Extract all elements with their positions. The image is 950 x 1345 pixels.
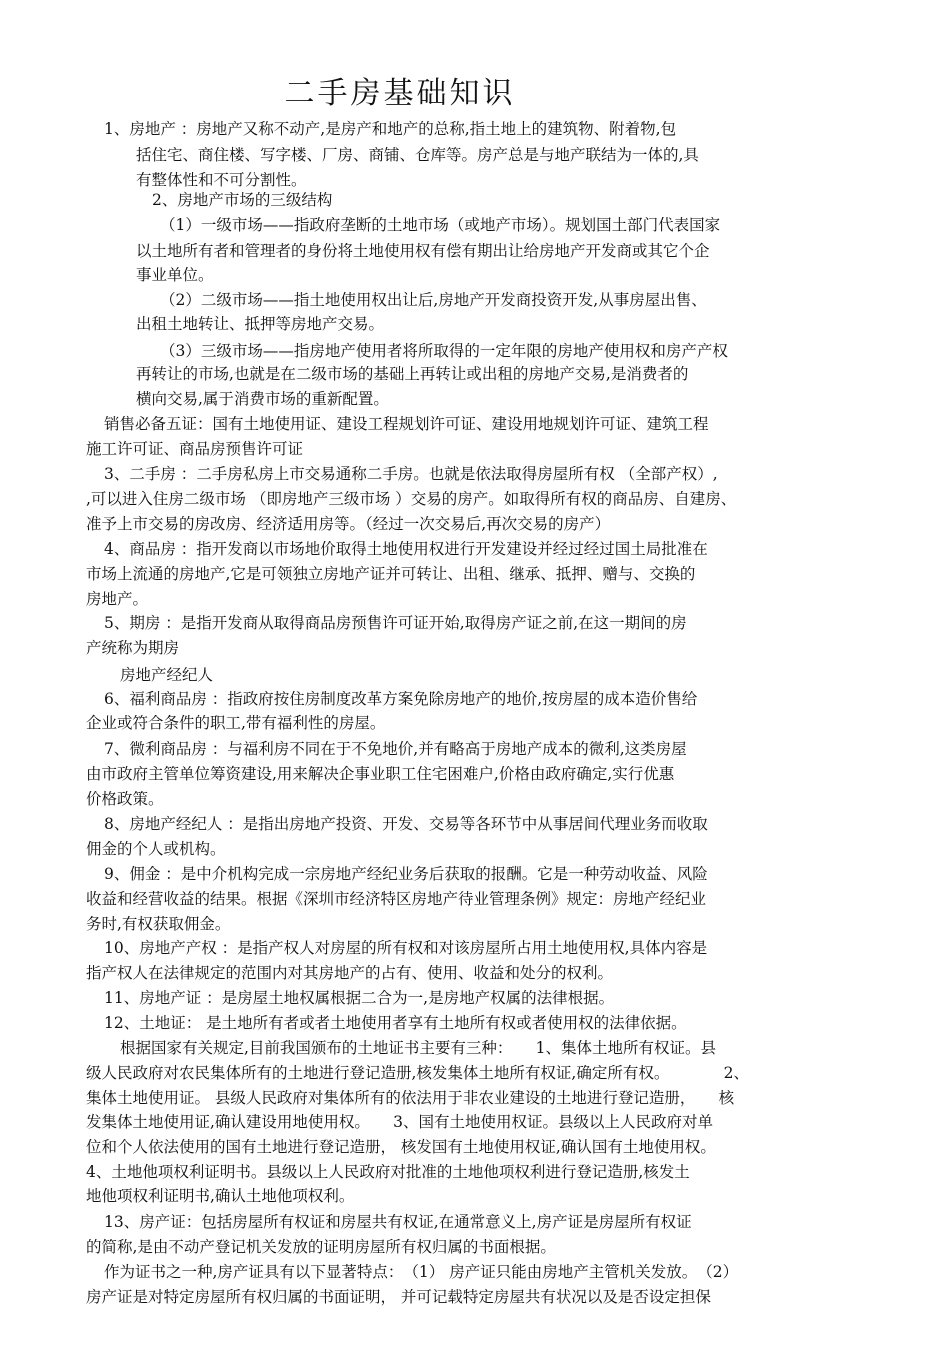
text-line: 事业单位。 [136,266,214,284]
text-line: 收益和经营收益的结果。根据《深圳市经济特区房地产待业管理条例》规定：房地产经纪业 [86,890,707,908]
text-line: 再转让的市场,也就是在二级市场的基础上再转让或出租的房地产交易,是消费者的 [136,365,689,383]
text-line: 1、房地产 ：房地产又称不动产,是房产和地产的总称,指土地上的建筑物、附着物,包 [104,120,677,138]
text-line: 发集体土地使用证,确认建设用地使用权。 3、国有土地使用权证。县级以上人民政府对单 [86,1113,714,1131]
text-line: 有整体性和不可分割性。 [136,171,307,189]
text-line: 10、房地产产权 ：是指产权人对房屋的所有权和对该房屋所占用土地使用权,具体内容是 [104,939,708,957]
text-line: 4、土地他项权利证明书。县级以上人民政府对批准的土地他项权利进行登记造册,核发土 [86,1163,690,1181]
text-line: 6、福利商品房 ：指政府按住房制度改革方案免除房地产的地价,按房屋的成本造价售给 [104,690,698,708]
text-line: 佣金的个人或机构。 [86,840,226,858]
text-line: 作为证书之一种,房产证具有以下显著特点： （1） 房产证只能由房地产主管机关发放。 （2） [104,1263,739,1281]
text-line: 产统称为期房 [86,639,180,657]
text-line: 12、土地证： 是土地所有者或者土地使用者享有土地所有权或者使用权的法律依据。 [104,1014,687,1032]
text-line: 由市政府主管单位筹资建设,用来解决企事业职工住宅困难户,价格由政府确定,实行优惠 [86,765,675,783]
text-line: 房地产。 [86,590,149,608]
text-line: ,可以进入住房二级市场 （即房地产三级市场 ）交易的房产。如取得所有权的商品房、自建房、 [86,490,737,508]
text-line: 指产权人在法律规定的范围内对其房地产的占有、使用、收益和处分的权利。 [86,964,614,982]
text-line: （1）一级市场——指政府垄断的土地市场（或地产市场）。规划国土部门代表国家 [160,216,721,234]
text-line: 横向交易,属于消费市场的重新配置。 [136,390,389,408]
text-line: 4、商品房 ：指开发商以市场地价取得土地使用权进行开发建设并经过经过国土局批准在 [104,540,708,558]
text-line: （3）三级市场——指房地产使用者将所取得的一定年限的房地产使用权和房产产权 [160,342,728,360]
text-line: 7、微利商品房 ：与福利房不同在于不免地价,并有略高于房地产成本的微利,这类房屋 [104,740,687,758]
text-line: 出租土地转让、抵押等房地产交易。 [136,315,385,333]
text-line: 位和个人依法使用的国有土地进行登记造册， 核发国有土地使用权证,确认国有土地使用权。 [86,1138,716,1156]
text-line: 5、期房 ：是指开发商从取得商品房预售许可证开始,取得房产证之前,在这一期间的房 [104,614,687,632]
text-line: 3、二手房 ：二手房私房上市交易通称二手房。也就是依法取得房屋所有权 （全部产权）, [104,465,718,483]
text-line: 8、房地产经纪人 ：是指出房地产投资、开发、交易等各环节中从事居间代理业务而收取 [104,815,708,833]
text-line: 9、佣金 ：是中介机构完成一宗房地产经纪业务后获取的报酬。它是一种劳动收益、风险 [104,865,708,883]
text-line: 房产证是对特定房屋所有权归属的书面证明， 并可记载特定房屋共有状况以及是否设定担保 [86,1288,711,1306]
text-line: 级人民政府对农民集体所有的土地进行登记造册,核发集体土地所有权证,确定所有权。 2、 [86,1064,749,1082]
text-line: 施工许可证、商品房预售许可证 [86,440,304,458]
text-line: 的简称,是由不动产登记机关发放的证明房屋所有权归属的书面根据。 [86,1238,556,1256]
document-title: 二手房基础知识 [284,76,516,111]
text-line: 根据国家有关规定,目前我国颁布的土地证书主要有三种： 1、集体土地所有权证。县 [120,1039,717,1057]
text-line: 集体土地使用证。 县级人民政府对集体所有的依法用于非农业建设的土地进行登记造册， 核 [86,1089,735,1107]
text-line: 销售必备五证：国有土地使用证、建设工程规划许可证、建设用地规划许可证、建筑工程 [104,415,709,433]
text-line: 以土地所有者和管理者的身份将土地使用权有偿有期出让给房地产开发商或其它个企 [136,242,710,260]
text-line: （2）二级市场——指土地使用权出让后,房地产开发商投资开发,从事房屋出售、 [160,291,707,309]
text-line: 房地产经纪人 [120,666,214,684]
text-line: 2、房地产市场的三级结构 [152,191,333,209]
text-line: 市场上流通的房地产,它是可领独立房地产证并可转让、出租、继承、抵押、赠与、交换的 [86,565,696,583]
text-line: 价格政策。 [86,790,164,808]
text-line: 11、房地产证 ：是房屋土地权属根据二合为一,是房地产权属的法律根据。 [104,989,615,1007]
text-line: 准予上市交易的房改房、经济适用房等。（经过一次交易后,再次交易的房产） [86,515,611,533]
text-line: 地他项权利证明书,确认土地他项权利。 [86,1187,355,1205]
text-line: 括住宅、商住楼、写字楼、厂房、商铺、仓库等。房产总是与地产联结为一体的,具 [136,146,699,164]
text-line: 企业或符合条件的职工,带有福利性的房屋。 [86,714,386,732]
text-line: 务时,有权获取佣金。 [86,915,231,933]
text-line: 13、房产证：包括房屋所有权证和房屋共有权证,在通常意义上,房产证是房屋所有权证 [104,1213,692,1231]
